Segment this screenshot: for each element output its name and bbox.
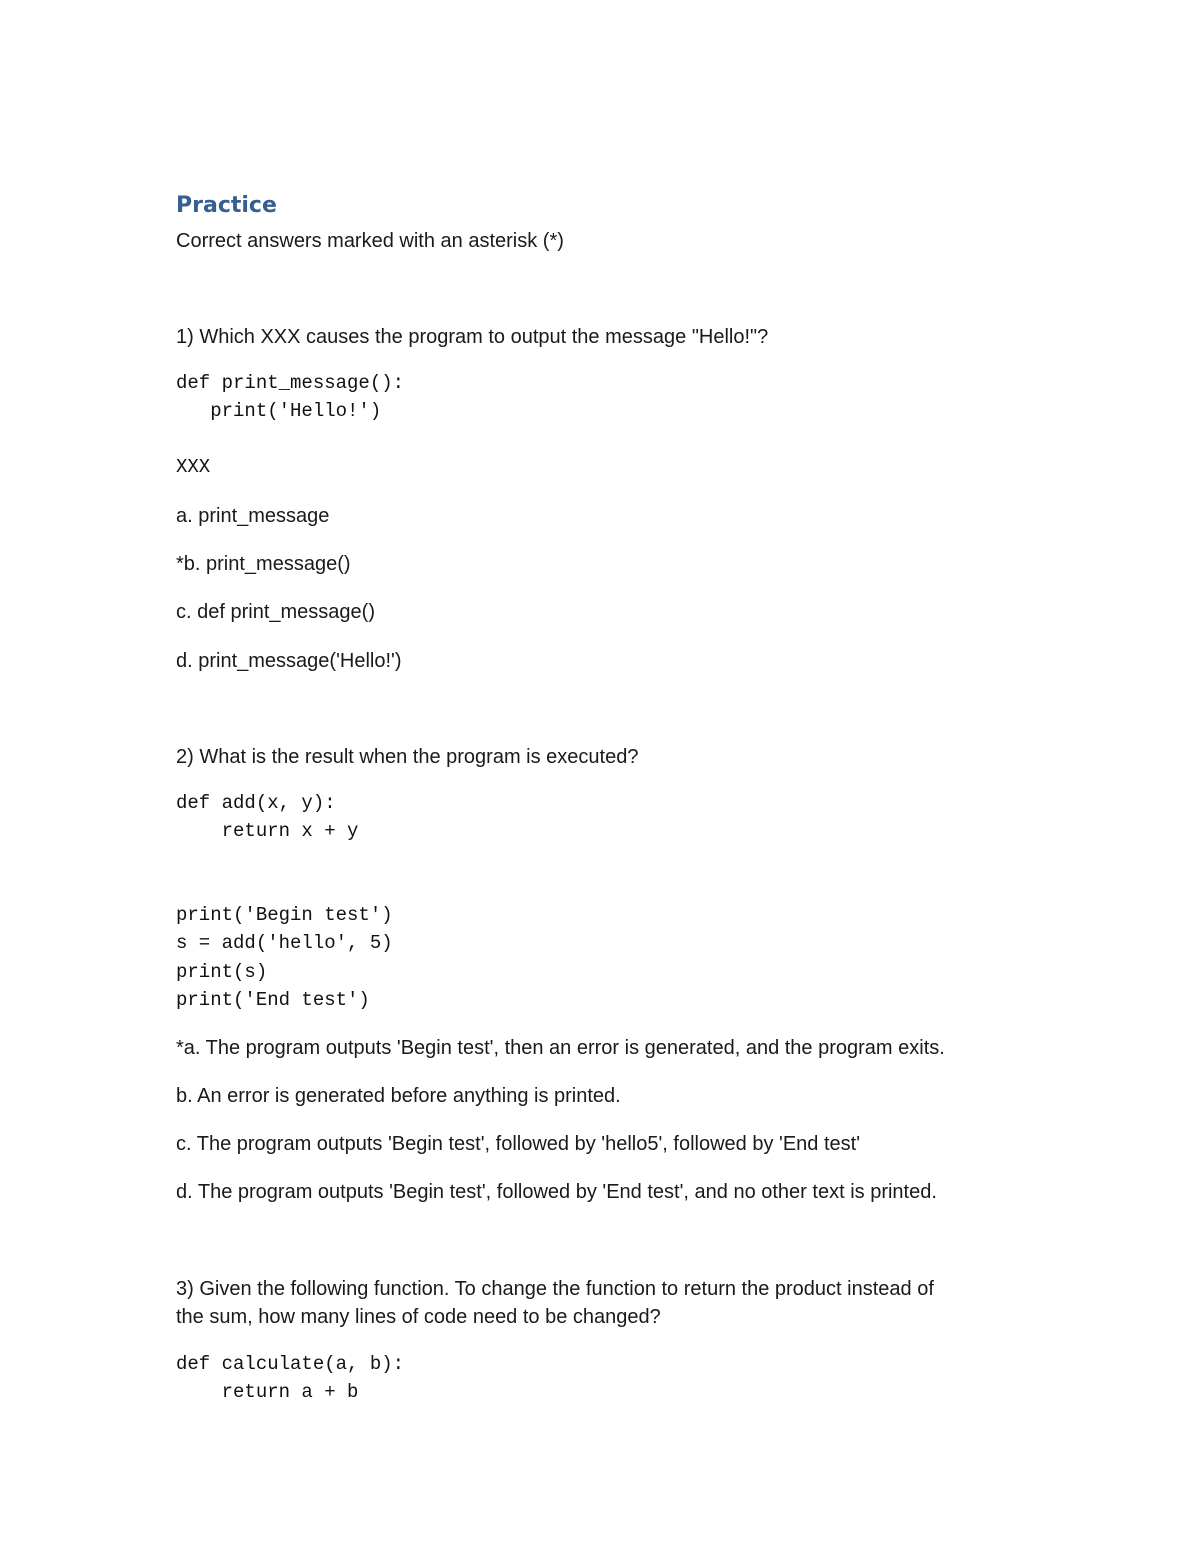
question-1-option-a: a. print_message bbox=[176, 505, 330, 527]
question-2-option-a: *a. The program outputs 'Begin test', then an error is generated, and the program exits. bbox=[176, 1037, 945, 1059]
question-3-prompt-line-2: the sum, how many lines of code need to be changed? bbox=[176, 1306, 661, 1328]
question-3-prompt-line-1: 3) Given the following function. To change the function to return the product instead of bbox=[176, 1278, 934, 1300]
question-1-option-b: *b. print_message() bbox=[176, 553, 351, 575]
page-title: Practice bbox=[176, 193, 277, 218]
question-2-option-d: d. The program outputs 'Begin test', followed by 'End test', and no other text is printed. bbox=[176, 1181, 937, 1203]
question-2-option-b: b. An error is generated before anything is printed. bbox=[176, 1085, 621, 1107]
question-1-placeholder-line: XXX bbox=[176, 456, 211, 478]
question-1-option-c: c. def print_message() bbox=[176, 601, 375, 623]
question-3-code: def calculate(a, b): return a + b bbox=[176, 1353, 405, 1404]
question-2-prompt: 2) What is the result when the program is executed? bbox=[176, 746, 639, 768]
question-2-option-c: c. The program outputs 'Begin test', followed by 'hello5', followed by 'End test' bbox=[176, 1133, 861, 1155]
question-1-code: def print_message(): print('Hello!') bbox=[176, 372, 405, 423]
page-subtitle: Correct answers marked with an asterisk (*) bbox=[176, 230, 564, 252]
question-1-prompt: 1) Which XXX causes the program to output the message "Hello!"? bbox=[176, 326, 769, 348]
question-2-code: def add(x, y): return x + y bbox=[176, 792, 359, 843]
question-1-option-d: d. print_message('Hello!') bbox=[176, 650, 402, 672]
question-2-code-main: print('Begin test') s = add('hello', 5) print(s) print('End test') bbox=[176, 904, 393, 1011]
